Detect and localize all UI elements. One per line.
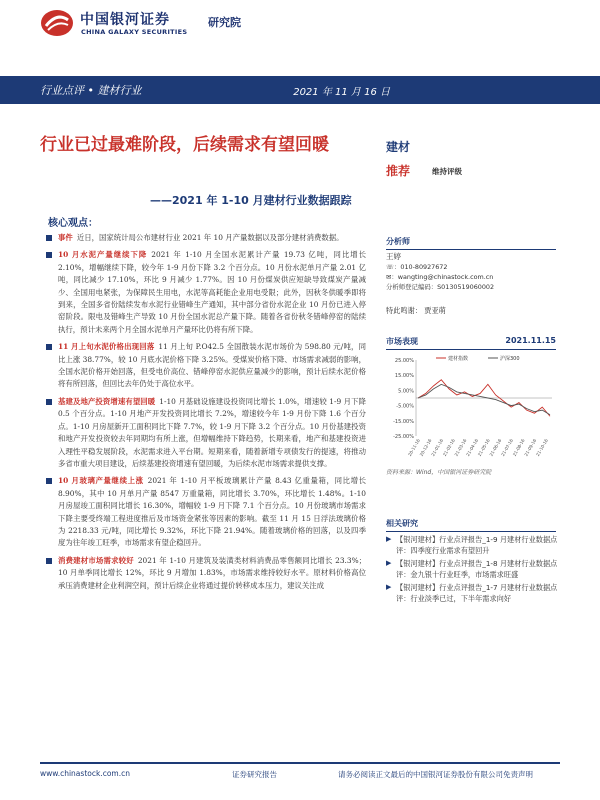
related-research-header: 相关研究 [386,518,556,532]
galaxy-logo-icon [40,8,74,38]
market-performance-header [386,336,556,350]
acknowledgement [386,306,558,316]
x-tick-label: 21-06-16 [488,438,503,457]
acknowledgement-name: 贾亚萌 [424,306,446,315]
paragraph [44,232,366,244]
rating-label: 推荐 [386,164,411,178]
analyst-cert: 分析师登记编码：S0130519060002 [386,283,495,291]
market-performance-chart [386,352,556,464]
analyst-phone: ☏：010-80927672 [386,263,448,271]
related-item[interactable]: ▶ 【银河建材】行业点评报告_1-7 月建材行业数据点评：行业淡季已过，下半年需求向好 [386,583,558,603]
paragraph-text: 2021 年 1-10 月全国水泥累计产量 19.73 亿吨，同比增长 2.10%，增幅继续下降，较今年 1-9 月份下降 3.2 个百分点。10 月份水泥单月产量 2.01 亿吨，同比减少 17.10%，环比 9 月减少 1.77%。因 10 月份煤炭供应短缺导致煤炭产量减少、全国用电紧张，为保障民生用电，水泥等高耗能企业用电受限；此外，因秋冬供暖季即将到来，全国多省份陆续发布水泥行业错峰生产通知，其中部分省份水泥企业 10 月份已进入停窑阶段。限电及错峰生产导致 10 月份全国水泥总产量下降。随着各省份秋冬错峰停窑的陆续执行，预计未来两个月全国水泥单月产量环比仍将有所下降。 [58,250,366,334]
arrow-right-icon: ▶ [386,535,392,543]
y-tick-label: 25.00% [394,358,414,364]
market-performance-label: 市场表现 [386,337,418,346]
bullet-icon [46,558,52,564]
analyst-email: ✉：wangting@chinastock.com.cn [386,273,494,281]
x-tick-label: 20-12-16 [418,438,433,457]
paragraph [44,555,366,592]
footer-doc-type: 证券研究报告 [232,770,277,779]
arrow-right-icon: ▶ [386,583,392,591]
legend-label: 建材指数 [448,356,469,362]
y-tick-label: 15.00% [394,373,414,380]
header-bar [0,76,600,104]
bullet-icon [46,399,52,405]
footer-divider [40,762,560,764]
related-research-list [386,534,558,606]
paragraph-text: 11 月上旬 P.O42.5 全国散装水泥市场价为 598.80 元/吨，同比上涨 38.77%，较 10 月底水泥价格下降 3.25%。受煤炭价格下降、市场需求减弱的影响，全国水泥价格开始回落，但受电价高位、错峰停窑水泥供应量减少的影响，预计后续水泥价格将有所回落，但回比去年仍处于高位水平。 [58,342,367,389]
legend-label: 沪深300 [500,356,520,362]
x-tick-label: 21-08-16 [511,438,526,457]
bullet-icon [46,344,52,350]
report-date: 2021 年 11 月 16 日 [293,87,390,98]
x-tick-label: 20-11-16 [407,438,421,457]
footer-site[interactable]: www.chinastock.com.cn [40,769,130,778]
y-tick-label: -25.00% [393,434,414,440]
analyst-name: 王婷 [386,252,401,261]
bullet-icon [46,252,52,258]
y-tick-label: -5.00% [396,403,414,410]
logo [40,6,270,40]
paragraph-text: 近日，国家统计局公布建材行业 2021 年 10 月产量数据以及部分建材消费数据。 [76,233,344,242]
arrow-right-icon: ▶ [386,559,392,567]
paragraph-text: 1-10 月基础设施建设投资同比增长 1.0%，增速较 1-9 月下降 0.5 个百分点。1-10 月地产开发投资同比增长 7.2%，增速较今年 1-9 月份下降 1.6 个百分点。1-10 月房屋新开工面积同比下降 7.7%，较 1-9 月下降 3.2 个百分点。10 月份基建投资和地产开发投资较去年同期均有所上涨，但增幅维持下降趋势，长期来看，地产和基建投资进入理性平稳发展阶段，水泥需求进入平台期。短期来看，随着新增专项债发行的提速，将推动多省市重大项目建设，后续基建投资增速有望回暖，为后续水泥市场需求提供支撑。 [58,396,366,468]
footer-disclaimer: 请务必阅读正文最后的中国银河证券股份有限公司免责声明 [338,770,533,779]
related-item[interactable]: ▶ 【银河建材】行业点评报告_1-8 月建材行业数据点评：金九银十行业旺季，市场需求旺盛 [386,559,558,579]
paragraph [44,396,366,470]
x-tick-label: 21-01-16 [430,438,445,457]
report-category: 行业点评 • 建材行业 [40,84,142,97]
y-tick-label: 5.00% [398,388,414,395]
main-body [44,232,366,597]
bullet-icon [46,478,52,484]
paragraph [44,249,366,336]
report-title: 行业已过最难阶段，后续需求有望回暖 [40,135,329,155]
bullet-icon [46,235,52,241]
x-tick-label: 21-05-16 [476,438,491,457]
chart-source: 资料来源：Wind，中国银河证券研究院 [386,469,492,476]
paragraph-text: 2021 年 1-10 月平板玻璃累计产量 8.43 亿重量箱，同比增长 8.90%，其中 10 月单月产量 8547 万重量箱，同比增长 3.70%，环比增长 1.48%。1-10 月房屋竣工面积同比增长 16.30%，增幅较 1-9 月下降 7.1 个百分点。10 月份玻璃市场需求下降主要受终端工程进度推后及市场资金紧张等因素的影响。截至 11 月 15 日浮法玻璃价格为 2218.33 元/吨，同比增长 9.32%，环比下降 21.94%。随着玻璃价格的回落，以及四季度为往年竣工旺季，市场需求有望企稳回升。 [58,476,367,548]
paragraph-lead: 10 月水泥产量继续下降 [58,250,148,260]
paragraph-lead: 消费建材市场需求较好 [58,555,134,565]
x-tick-label: 21-02-16 [441,438,456,457]
acknowledgement-label: 特此鸣谢： [386,306,422,315]
core-points-label: 核心观点： [48,218,98,229]
analyst-info [386,252,558,292]
logo-text-en: CHINA GALAXY SECURITIES [81,28,188,36]
analyst-section-header: 分析师 [386,236,556,250]
logo-text-cn: 中国银河证券 [80,12,170,28]
industry-label: 建材 [386,140,411,154]
x-tick-label: 21-09-16 [523,438,538,457]
y-tick-label: -15.00% [393,418,414,425]
report-subtitle: ——2021 年 1-10 月建材行业数据跟踪 [150,194,352,207]
market-performance-date: 2021.11.15 [505,336,556,345]
paragraph [44,341,366,391]
x-tick-label: 21-04-16 [465,438,480,457]
rating-note: 维持评级 [432,167,462,176]
paragraph-lead: 11 月上旬水泥价格出现回落 [58,342,155,352]
x-tick-label: 21-07-16 [500,438,514,457]
paragraph-lead: 基建及地产投资增速有望回暖 [58,396,156,406]
paragraph-lead: 事件 [58,233,73,242]
x-tick-label: 21-10-16 [535,438,549,457]
related-item[interactable]: ▶ 【银河建材】行业点评报告_1-9 月建材行业数据点评：四季度行业需求有望回升 [386,535,558,555]
paragraph-lead: 10 月玻璃产量继续上涨 [58,476,144,486]
x-tick-label: 21-03-16 [453,438,468,457]
institute-label: 研究院 [208,16,241,29]
paragraph-text: 2021 年 1-10 月建筑及装潢类材料消费品零售额同比增长 23.3%；10 月单季同比增长 12%，环比 9 月增加 1.83%，市场需求维持较好水平。原材料价格高位承压消费建材企业利润空间，预计后续企业将通过提价转移成本压力，建议关注成 [58,555,366,590]
paragraph [44,475,366,549]
